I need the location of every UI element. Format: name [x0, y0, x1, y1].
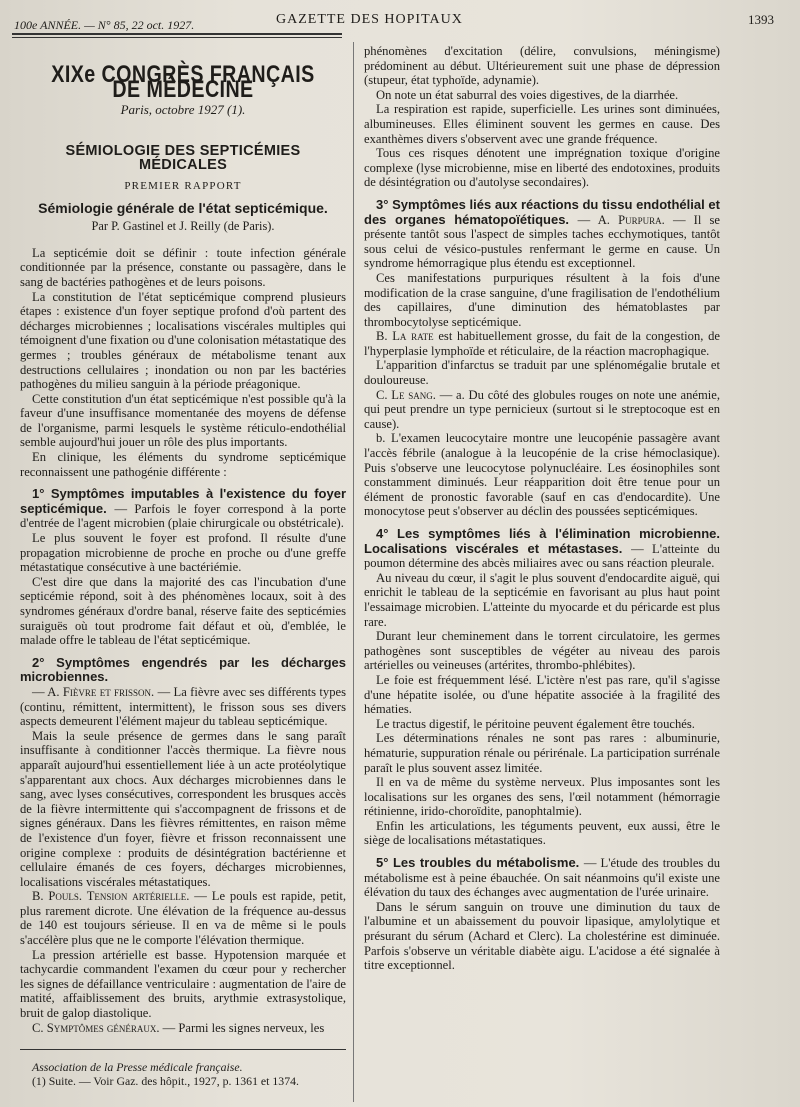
congress-title: XIXe CONGRÈS FRANÇAIS DE MÉDECINE: [51, 61, 315, 103]
paragraph: b. L'examen leucocytaire montre une leucopénie passagère avant l'accès fébrile (analogue à la leucopénie de la crise hémoclasique). Puis s'observe une leucocytose polynucléaire. Les éosinophiles sont constamment diminués. Leur réapparition doit être tenue pour un élément de pronostic favorable (sauf en cas d'endocardite). Une monocytose peut s'observer au déclin des poussées septicémiques.: [364, 431, 720, 519]
paragraph: B. La rate est habituellement grosse, du fait de la congestion, de l'hyperplasie lymphoïde et réticulaire, de la réaction macrophagique.: [364, 329, 720, 358]
paragraph: Tous ces risques dénotent une imprégnation toxique d'origine complexe (lyse microbienne, mise en liberté des endotoxines, produits de désintégration ou d'autolyse secondaires).: [364, 146, 720, 190]
left-column: [20, 44, 346, 1088]
section-2-heading: 2° Symptômes engendrés par les décharges microbiennes.: [20, 654, 346, 685]
paragraph: La respiration est rapide, superficielle. Les urines sont diminuées, albumineuses. Elles éliminent souvent les germes en cause. Des exanthèmes divers s'observent avec une grande fréquence.: [364, 102, 720, 146]
paragraph: Le tractus digestif, le péritoine peuvent également être touchés.: [376, 716, 695, 731]
subheading: C. Le sang.: [376, 387, 436, 402]
congress-subtitle: Paris, octobre 1927 (1).: [120, 102, 246, 118]
paragraph: On note un état saburral des voies digestives, de la diarrhée.: [376, 87, 679, 102]
subheading: B. La rate: [376, 329, 434, 344]
paragraph: C. Symptômes généraux. — Parmi les signes nerveux, les: [32, 1020, 325, 1035]
paragraph: Le foie est fréquemment lésé. L'ictère n'est pas rare, qu'il s'agisse d'une hépatite isolée, ou d'une hépatite associée à la fragilité des hématies.: [364, 672, 720, 717]
paragraph: Enfin les articulations, les téguments peuvent, eux aussi, être le siège de localisations métastatiques.: [364, 818, 720, 848]
paragraph: La septicémie doit se définir : toute infection générale conditionnée par la présence, constante ou passagère, dans le sang de bactéries pathogènes et de leurs poisons.: [20, 245, 346, 289]
right-column: [364, 44, 720, 973]
page-header: [0, 0, 800, 46]
paragraph: Au niveau du cœur, il s'agit le plus souvent d'endocardite aiguë, qui enrichit le tableau de la septicémie en favorisant au plus haut point l'essaimage microbien. L'atteinte du myocarde et du péricarde est plus rare.: [364, 570, 720, 629]
paragraph: C'est dire que dans la majorité des cas l'incubation d'une septicémie répond, soit à des phénomènes locaux, soit à des syndromes généraux d'ordre banal, réserve faite des septicémies suraiguës où tout prodrome fait défaut et où, d'emblée, le malade offre le tableau de l'état septicémique.: [20, 574, 346, 648]
section-4-heading: 4° Les symptômes liés à l'élimination microbienne. Localisations viscérales et métastases. — L'atteinte du poumon détermine des abcès miliaires avec ou sans réaction pleurale.: [364, 526, 720, 571]
paragraph: L'apparition d'infarctus se traduit par une splénomégalie brutale et douloureuse.: [364, 358, 720, 388]
section-1-heading: 1° Symptômes imputables à l'existence du foyer septicémique. — Parfois le foyer correspond à la porte d'entrée de l'agent microbien (plaie chirurgicale ou obstétricale).: [20, 486, 346, 531]
column-divider: [353, 42, 354, 1102]
paragraph: Durant leur cheminement dans le torrent circulatoire, les germes pathogènes sont susceptibles de végéter au niveau des parois artérielles ou veineuses (artérites, thrombo-phlébites).: [364, 629, 720, 673]
paragraph: Cette constitution d'un état septicémique n'est possible qu'à la faveur d'une insuffisance momentanée des moyens de défense de l'organisme, parmi lesquels le système réticulo-endothélial semble aujourd'hui jouer un rôle des plus importants.: [20, 391, 346, 450]
page-number: 1393: [748, 12, 774, 27]
paragraph: — A. Fièvre et frisson. — La fièvre avec ses différents types (continu, rémittent, intermittent), le frisson sous ses divers aspects demeurent l'élément majeur du tableau septicémique.: [20, 684, 346, 729]
subheading: B. Pouls. Tension artérielle.: [32, 889, 190, 904]
subheading: C. Symptômes généraux.: [32, 1020, 160, 1035]
footnote-rule: [20, 1049, 346, 1050]
paragraph: Dans le sérum sanguin on trouve une diminution du taux de l'albumine et un abaissement du pouvoir lipasique, amylolytique et présurant du sérum (Achard et Clerc). La cholestérine est diminuée. Parfois s'observe un véritable diabète aigu. L'acidose a été signalée à titre exceptionnel.: [364, 899, 720, 973]
paragraph: Mais la seule présence de germes dans le sang paraît insuffisante à conditionner l'accès thermique. La fièvre nous apparaît aujourd'hui essentiellement liée à un acte protéolytique s'apparentant aux chocs. Aux décharges microbiennes dans le sang, avec lyses consécutives, correspondent les brusques accès de la fièvre intermittente qui s'accompagnent de frissons et de signes généraux. Dans les fièvres rémittentes, en raison même de l'existence d'un foyer, fièvre et frisson reconnaissent une origine complexe : produits de désintégration bactérienne et cellulaire émanés de ces foyers, décharges microbiennes, localisations viscérales métastatiques.: [20, 728, 346, 889]
subheading: — A. Fièvre et frisson.: [32, 684, 155, 699]
footnote-association: Association de la Presse médicale française.: [32, 1060, 243, 1075]
paragraph: phénomènes d'excitation (délire, convulsions, méningisme) prédominent au début. Ultérieurement suit une phase de dépression (stupeur, état typhoïde, adynamie).: [364, 44, 720, 88]
report-label: PREMIER RAPPORT: [124, 179, 242, 192]
paragraph: B. Pouls. Tension artérielle. — Le pouls est rapide, petit, plus rarement dicrote. Une élévation de la fréquence au-dessus de 140 est toujours sérieuse. Il en va de même si le pouls s'accélère plus que ne le comporte l'élévation thermique.: [20, 889, 346, 948]
paragraph: La constitution de l'état septicémique comprend plusieurs étapes : existence d'un foyer septique profond d'où partent des décharges microbiennes ; localisations viscérales multiples qui témoignent d'une fixation ou d'une colonisation métastatique des germes ; troubles généraux de métabolisme tenant aux destructions cellulaires ; inondation ou non par les bactéries pathogènes du milieu sanguin à la période préagonique.: [20, 289, 346, 392]
paragraph: C. Le sang. — a. Du côté des globules rouges on note une anémie, qui peut prendre un type pernicieux (surtout si le streptocoque est en cause).: [364, 387, 720, 431]
section-3-heading: 3° Symptômes liés aux réactions du tissu endothélial et des organes hématopoïétiques. — A. Purpura. — Il se présente tantôt sous l'aspect de simples taches ecchymotiques, tantôt sous celui de vésico-pustules renfermant le germe en cause. Un syndrome hémorragique plus étendu est exceptionnel.: [364, 196, 721, 271]
footnote-1: (1) Suite. — Voir Gaz. des hôpit., 1927, p. 1361 et 1374.: [32, 1074, 299, 1089]
header-rule: [12, 33, 342, 35]
authors-line: Par P. Gastinel et J. Reilly (de Paris).: [91, 219, 275, 234]
journal-title: GAZETTE DES HOPITAUX: [276, 12, 463, 27]
header-rule-thin: [12, 37, 342, 38]
paragraph: Il en va de même du système nerveux. Plus imposantes sont les localisations sur les organes des sens, l'œil notamment (hémorragie rétinienne, irido-choroïdite, panophtalmie).: [364, 775, 720, 819]
paragraph: Les déterminations rénales ne sont pas rares : albuminurie, hématurie, suppuration rénale ou périrénale. La participation surrénale paraît le plus souvent assez limitée.: [364, 731, 720, 775]
paragraph: Ces manifestations purpuriques résultent à la fois d'une modification de la crase sanguine, d'une fragilisation de l'endothélium des capillaires, d'une diminution des hématoblastes par thrombocytolyse septicémique.: [364, 270, 720, 329]
paragraph: En clinique, les éléments du syndrome septicémique reconnaissent une pathogénie différente :: [20, 450, 346, 479]
section-5-heading: 5° Les troubles du métabolisme. — L'étude des troubles du métabolisme est à peine ébauchée. On sait néanmoins qu'il existe une élévation du taux des échanges avec augmentation de l'urée urinaire.: [364, 855, 720, 900]
issue-info: 100e ANNÉE. — N° 85, 22 oct. 1927.: [14, 18, 195, 32]
paragraph: La pression artérielle est basse. Hypotension marquée et tachycardie commandent l'examen du cœur pour y rechercher les signes de défaillance ventriculaire : augmentation de l'aire de matité, affaiblissement des bruits, arythmie extrasystolique, bruit de galop diastolique.: [20, 947, 346, 1021]
paragraph: Le plus souvent le foyer est profond. Il résulte d'une propagation microbienne de proche en proche ou d'une greffe métastatique consécutive à une bactériémie.: [20, 531, 346, 575]
report-title: Sémiologie générale de l'état septicémique.: [38, 199, 328, 216]
section-1-lead: — Parfois le foyer correspond à la porte d'entrée de l'agent microbien (plaie chirurgicale ou obstétricale).: [20, 501, 346, 531]
section-heading: SÉMIOLOGIE DES SEPTICÉMIES MÉDICALES: [65, 142, 301, 174]
